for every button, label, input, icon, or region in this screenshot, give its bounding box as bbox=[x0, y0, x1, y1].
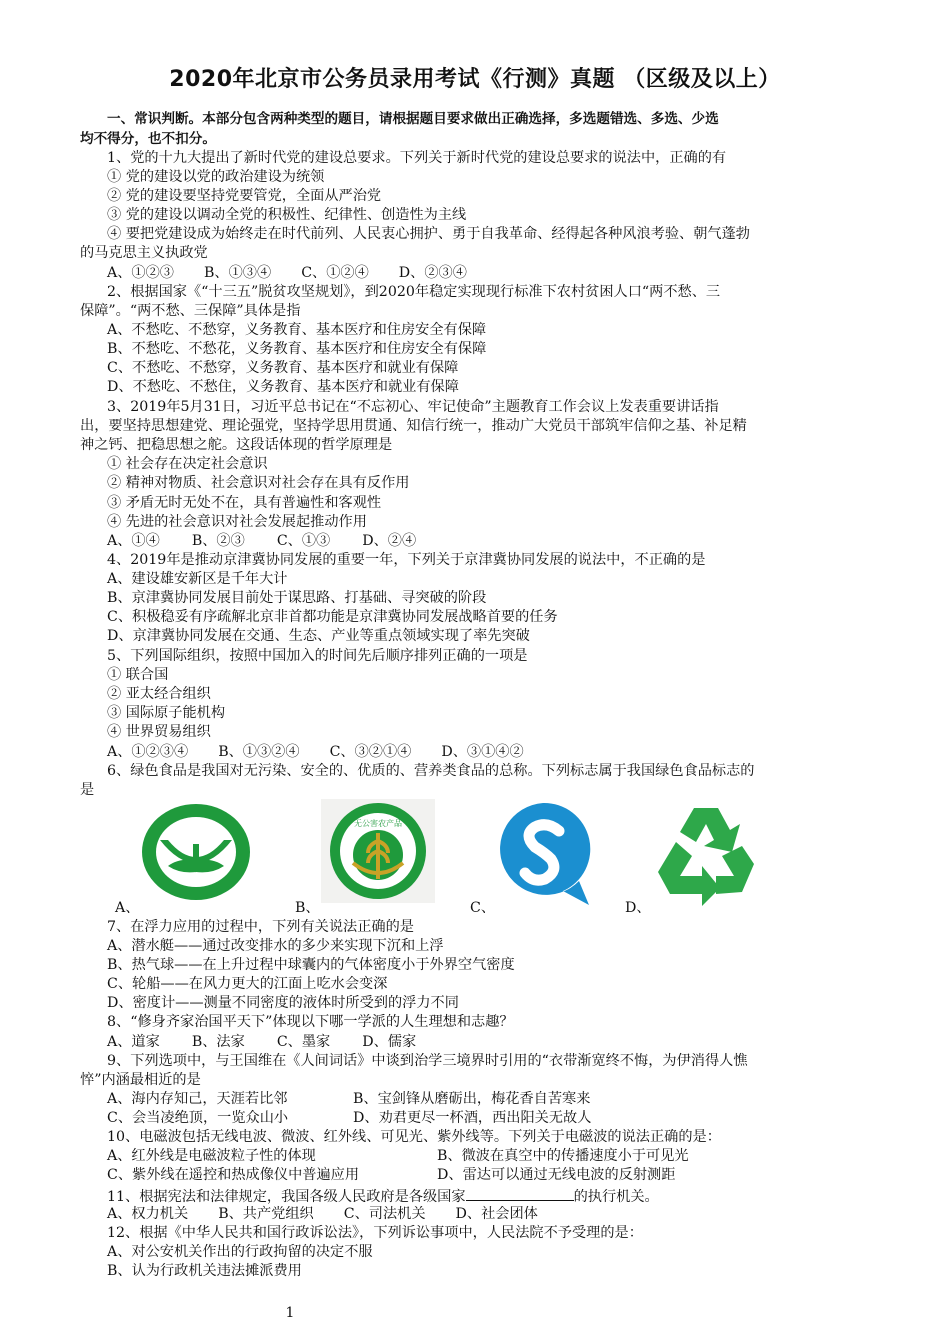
q3-item: ③ 矛盾无时无处不在，具有普遍性和客观性 bbox=[107, 495, 382, 511]
section-heading: 一、常识判断。本部分包含两种类型的题目，请根据题目要求做出正确选择，多选题错选、多选、少选 bbox=[107, 111, 719, 127]
q3-stem: 3、2019年5月31日，习近平总书记在“不忘初心、牢记使命”主题教育工作会议上发表重要讲话指 bbox=[107, 399, 719, 415]
q5-option-c: C、③②①④ bbox=[329, 744, 412, 760]
q8-options bbox=[107, 1033, 416, 1052]
q4-option-d: D、京津冀协同发展在交通、生态、产业等重点领域实现了率先突破 bbox=[107, 628, 530, 644]
q1-option-d: D、②③④ bbox=[398, 265, 467, 281]
q11-stem-b: 的执行机关。 bbox=[573, 1189, 659, 1205]
q3-option-c: C、①③ bbox=[276, 533, 331, 549]
q5-item: ④ 世界贸易组织 bbox=[107, 724, 211, 740]
q3-stem-cont: 神之钙、把稳思想之舵。这段话体现的哲学原理是 bbox=[80, 437, 393, 453]
q1-stem: 1、党的十九大提出了新时代党的建设总要求。下列关于新时代党的建设总要求的说法中，正确的有 bbox=[107, 150, 727, 166]
section-heading-cont: 均不得分，也不扣分。 bbox=[80, 131, 216, 147]
q11-stem bbox=[107, 1186, 659, 1207]
green-food-logo bbox=[138, 800, 254, 904]
q10-option-b: B、微波在真空中的传播速度小于可见光 bbox=[437, 1148, 689, 1164]
q11-option-c: C、司法机关 bbox=[343, 1206, 426, 1222]
q5-option-b: B、①③②④ bbox=[218, 744, 300, 760]
q12-option-b: B、认为行政机关违法摊派费用 bbox=[107, 1263, 302, 1279]
q11-stem-a: 11、根据宪法和法律规定，我国各级人民政府是各级国家 bbox=[107, 1189, 466, 1205]
q11-options bbox=[107, 1205, 538, 1224]
q2-option-a: A、不愁吃、不愁穿，义务教育、基本医疗和住房安全有保障 bbox=[107, 322, 487, 338]
q6-label-a: A、 bbox=[115, 900, 140, 916]
q3-option-b: B、②③ bbox=[191, 533, 245, 549]
q2-option-d: D、不愁吃、不愁住，义务教育、基本医疗和就业有保障 bbox=[107, 379, 459, 395]
q7-stem: 7、在浮力应用的过程中，下列有关说法正确的是 bbox=[107, 919, 414, 935]
q3-stem-cont: 出，要坚持思想建党、理论强党，坚持学思用贯通、知信行统一，推动广大党员干部筑牢信仰之基、补足精 bbox=[80, 418, 747, 434]
q10-option-d: D、雷达可以通过无线电波的反射测距 bbox=[437, 1167, 676, 1183]
pollution-free-product-logo bbox=[321, 799, 435, 903]
q6-label-b: B、 bbox=[295, 900, 320, 916]
q3-options bbox=[107, 532, 416, 551]
q10-option-a: A、红外线是电磁波粒子性的体现 bbox=[107, 1148, 316, 1164]
q1-option-b: B、①③④ bbox=[204, 265, 272, 281]
q6-label-d: D、 bbox=[625, 900, 651, 916]
q9-option-b: B、宝剑锋从磨砺出，梅花香自苦寒来 bbox=[353, 1091, 591, 1107]
q9-option-d: D、劝君更尽一杯酒，西出阳关无故人 bbox=[353, 1110, 592, 1126]
recycle-icon bbox=[650, 800, 762, 908]
q9-stem-cont: 悴”内涵最相近的是 bbox=[80, 1072, 201, 1088]
q8-option-b: B、法家 bbox=[191, 1034, 245, 1050]
q10-stem: 10、电磁波包括无线电波、微波、红外线、可见光、紫外线等。下列关于电磁波的说法正确的是： bbox=[107, 1129, 721, 1145]
q6-stem-cont: 是 bbox=[80, 782, 95, 798]
q1-item: ③ 党的建设以调动全党的积极性、纪律性、创造性为主线 bbox=[107, 207, 467, 223]
q7-option-b: B、热气球——在上升过程中球囊内的气体密度小于外界空气密度 bbox=[107, 957, 515, 973]
q6-label-c: C、 bbox=[470, 900, 496, 916]
q6-stem: 6、绿色食品是我国对无污染、安全的、优质的、营养类食品的总称。下列标志属于我国绿色食品标志的 bbox=[107, 763, 755, 779]
q11-blank bbox=[466, 1186, 574, 1201]
q5-item: ① 联合国 bbox=[107, 667, 169, 683]
blue-s-logo bbox=[493, 799, 593, 909]
q4-option-c: C、积极稳妥有序疏解北京非首都功能是京津冀协同发展战略首要的任务 bbox=[107, 609, 558, 625]
q7-option-a: A、潜水艇——通过改变排水的多少来实现下沉和上浮 bbox=[107, 938, 444, 954]
q1-item: ② 党的建设要坚持党要管党，全面从严治党 bbox=[107, 188, 382, 204]
q11-option-a: A、权力机关 bbox=[107, 1206, 189, 1222]
q1-item: ④ 要把党建设成为始终走在时代前列、人民衷心拥护、勇于自我革命、经得起各种风浪考验、朝气蓬勃 bbox=[107, 226, 750, 242]
q8-option-d: D、儒家 bbox=[362, 1034, 417, 1050]
q5-item: ③ 国际原子能机构 bbox=[107, 705, 226, 721]
q5-item: ② 亚太经合组织 bbox=[107, 686, 211, 702]
q8-option-c: C、墨家 bbox=[276, 1034, 331, 1050]
q11-option-d: D、社会团体 bbox=[455, 1206, 538, 1222]
q12-stem: 12、根据《中华人民共和国行政诉讼法》，下列诉讼事项中，人民法院不予受理的是： bbox=[107, 1225, 643, 1241]
page-number: 1 bbox=[285, 1305, 295, 1321]
q3-item: ② 精神对物质、社会意识对社会存在具有反作用 bbox=[107, 475, 410, 491]
q12-option-a: A、对公安机关作出的行政拘留的决定不服 bbox=[107, 1244, 373, 1260]
q5-option-a: A、①②③④ bbox=[107, 744, 189, 760]
q3-option-d: D、②④ bbox=[362, 533, 417, 549]
q5-option-d: D、③①④② bbox=[441, 744, 524, 760]
q4-stem: 4、2019年是推动京津冀协同发展的重要一年，下列关于京津冀协同发展的说法中，不正确的是 bbox=[107, 552, 706, 568]
q2-stem-cont: 保障”。“两不愁、三保障”具体是指 bbox=[80, 303, 301, 319]
q1-option-a: A、①②③ bbox=[107, 265, 174, 281]
q8-stem: 8、“修身齐家治国平天下”体现以下哪一学派的人生理想和志趣？ bbox=[107, 1014, 514, 1030]
q3-item: ① 社会存在决定社会意识 bbox=[107, 456, 268, 472]
q10-option-c: C、紫外线在遥控和热成像仪中普遍应用 bbox=[107, 1167, 360, 1183]
q4-option-b: B、京津冀协同发展目前处于谋思路、打基础、寻突破的阶段 bbox=[107, 590, 487, 606]
q2-option-c: C、不愁吃、不愁穿，义务教育、基本医疗和就业有保障 bbox=[107, 360, 459, 376]
q9-option-c: C、会当凌绝顶，一览众山小 bbox=[107, 1110, 289, 1126]
q7-option-c: C、轮船——在风力更大的江面上吃水会变深 bbox=[107, 976, 388, 992]
q9-stem: 9、下列选项中，与王国维在《人间词话》中谈到治学三境界时引用的“衣带渐宽终不悔，为伊消得人憔 bbox=[107, 1053, 748, 1069]
q7-option-d: D、密度计——测量不同密度的液体时所受到的浮力不同 bbox=[107, 995, 459, 1011]
q5-stem: 5、下列国际组织，按照中国加入的时间先后顺序排列正确的一项是 bbox=[107, 648, 528, 664]
q1-option-c: C、①②④ bbox=[301, 265, 369, 281]
q2-stem: 2、根据国家《“十三五”脱贫攻坚规划》，到2020年稳定实现现行标准下农村贫困人口“两不愁、三 bbox=[107, 284, 721, 300]
q2-option-b: B、不愁吃、不愁花，义务教育、基本医疗和住房安全有保障 bbox=[107, 341, 487, 357]
q11-option-b: B、共产党组织 bbox=[218, 1206, 314, 1222]
q8-option-a: A、道家 bbox=[107, 1034, 160, 1050]
logo-b-text: 无公害农产品 bbox=[354, 819, 402, 828]
q4-option-a: A、建设雄安新区是千年大计 bbox=[107, 571, 288, 587]
q3-option-a: A、①④ bbox=[107, 533, 160, 549]
q1-item: ① 党的建设以党的政治建设为统领 bbox=[107, 169, 325, 185]
q5-options bbox=[107, 743, 524, 762]
q9-option-a: A、海内存知己，天涯若比邻 bbox=[107, 1091, 288, 1107]
q3-item: ④ 先进的社会意识对社会发展起推动作用 bbox=[107, 514, 367, 530]
q1-item: 的马克思主义执政党 bbox=[80, 245, 208, 261]
document-title: 2020年北京市公务员录用考试《行测》真题 （区级及以上） bbox=[169, 67, 781, 92]
q1-options bbox=[107, 264, 467, 283]
